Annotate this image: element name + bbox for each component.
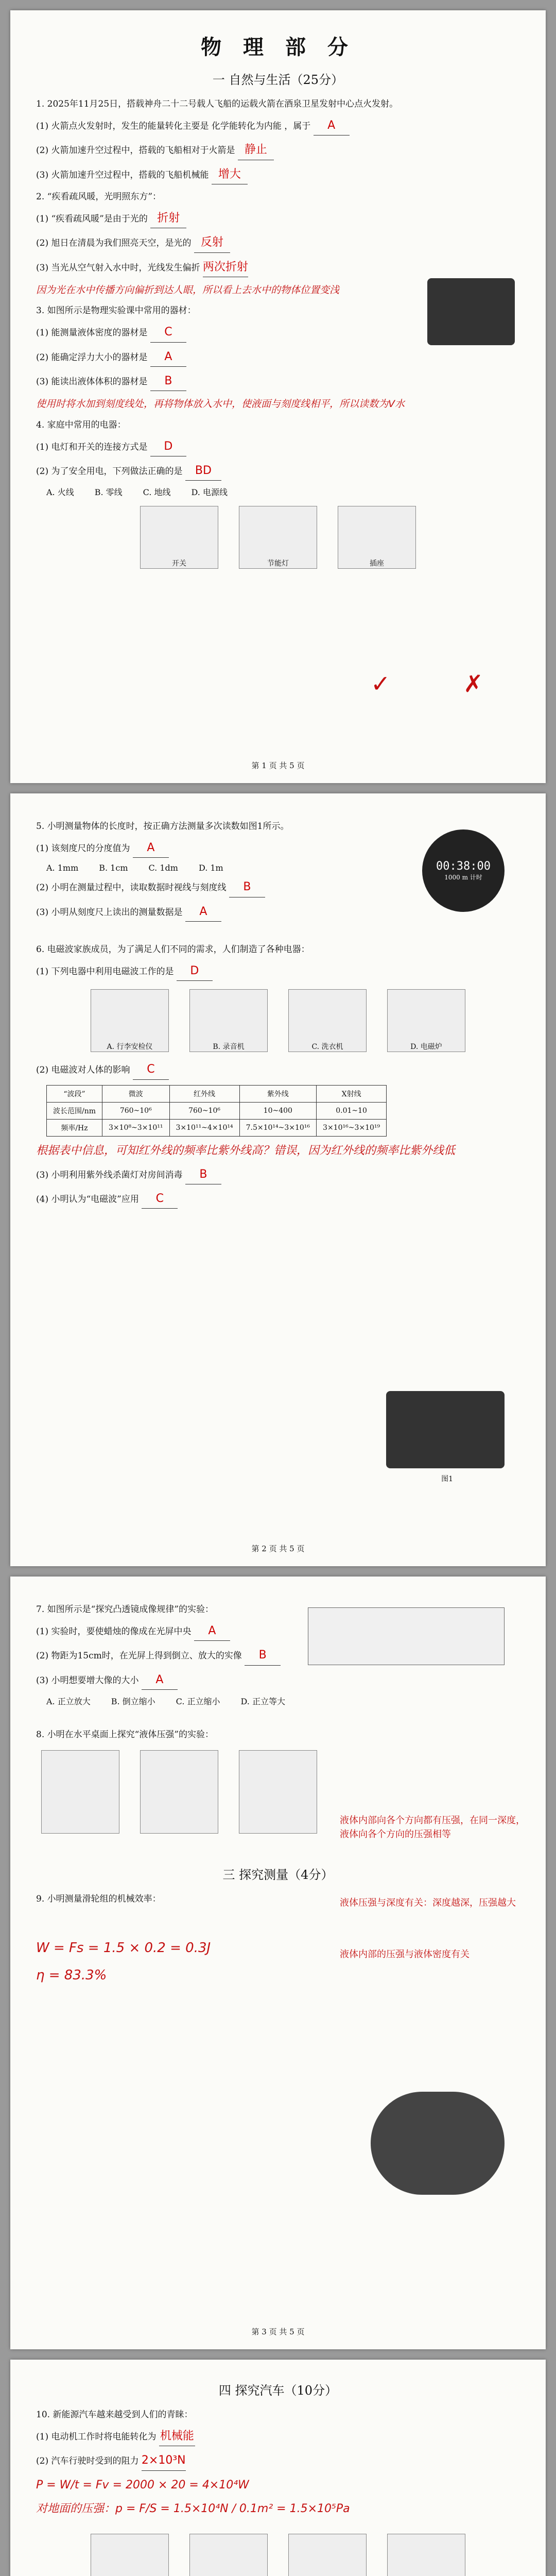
answer-blank: 反射 <box>194 233 230 252</box>
figure-socket: 插座 <box>338 506 416 569</box>
answer-blank: A <box>185 903 221 922</box>
option: C. 1dm <box>148 863 178 873</box>
answer-blank: A <box>194 1622 230 1641</box>
option: B. 零线 <box>94 487 123 498</box>
option: C. 正立缩小 <box>176 1696 220 1706</box>
question-text: (2) 电磁波对人体的影响 <box>36 1065 130 1076</box>
option-list <box>46 1695 510 1707</box>
question-text: (2) 为了安全用电，下列做法正确的是 <box>36 466 183 477</box>
answer-blank: 两次折射 <box>203 258 248 277</box>
question-text: (3) 小明利用紫外线杀菌灯对房间消毒 <box>36 1170 183 1180</box>
answer-blank: A <box>133 839 169 858</box>
question-text: (2) 火箭加速升空过程中，搭载的飞船相对于火箭是 <box>36 145 235 156</box>
handwritten-note: 液体内部向各个方向都有压强，在同一深度，液体向各个方向的压强相等 <box>340 1815 525 1840</box>
question-6b <box>36 1060 520 1079</box>
handwritten-note: 根据表中信息，可知红外线的频率比紫外线高？错误，因为红外线的频率比紫外线低 <box>36 1144 456 1157</box>
question-1a <box>36 116 520 135</box>
table-cell: 10~400 <box>239 1102 316 1119</box>
question-4: 4. 家庭中常用的电器： <box>36 419 126 430</box>
device-washer: C. 洗衣机 <box>288 989 367 1052</box>
question-2a <box>36 209 520 228</box>
beaker-figure <box>140 1750 218 1834</box>
question-1c <box>36 165 520 184</box>
question-6c <box>36 1165 520 1184</box>
photo-image <box>427 278 515 345</box>
table-cell: 波长范围/nm <box>47 1102 102 1119</box>
section-heading: 四 探究汽车（10分） <box>218 2383 338 2398</box>
answer-blank: 静止 <box>238 141 274 160</box>
page-2 <box>10 793 546 1566</box>
figure-row <box>10 2534 546 2576</box>
answer-blank: B <box>185 1165 221 1184</box>
answer-blank: A <box>142 1671 178 1690</box>
coil-figure <box>288 2534 367 2576</box>
question-7: 7. 如图所示是“探究凸透镜成像规律”的实验： <box>36 1604 214 1615</box>
handwritten-answer: η = 83.3% <box>36 1967 107 1983</box>
answer-blank: B <box>229 878 265 897</box>
table-cell: 频率/Hz <box>47 1119 102 1136</box>
answer-blank: C <box>133 1060 169 1079</box>
answer-blank: B <box>150 372 186 391</box>
question-text: (2) 旭日在清晨为我们照亮天空，是光的 <box>36 238 192 249</box>
question-6d <box>36 1190 520 1209</box>
spectrum-table <box>46 1085 387 1137</box>
answer-blank: 2×10³N <box>142 2451 186 2470</box>
option: D. 正立等大 <box>240 1696 285 1706</box>
handwritten-note: 液体压强与深度有关：深度越深，压强越大 <box>340 1897 516 1908</box>
question-5: 5. 小明测量物体的长度时，按正确方法测量多次读数如图1所示。 <box>36 821 289 832</box>
option: C. 地线 <box>143 487 171 498</box>
question-2c <box>36 258 520 277</box>
question-3: 3. 如图所示是物理实验课中常用的器材： <box>36 306 196 316</box>
ship-photo <box>386 1391 505 1468</box>
table-cell: 3×10¹¹~4×10¹⁴ <box>169 1119 239 1136</box>
table-cell: 3×10⁸~3×10¹¹ <box>102 1119 169 1136</box>
page-footer: 第 1 页 共 5 页 <box>251 761 305 770</box>
option: B. 倒立缩小 <box>111 1696 155 1706</box>
question-text: (3) 小明想要增大像的大小 <box>36 1675 139 1686</box>
question-1: 1. 2025年11月25日，搭载神舟二十二号载人飞船的运载火箭在酒泉卫星发射中心点火发射。 <box>36 99 398 109</box>
answer-blank: C <box>142 1190 178 1209</box>
stopwatch-time: 00:38:00 <box>436 860 491 873</box>
page-3 <box>10 1577 546 2349</box>
answer-blank: B <box>245 1646 281 1665</box>
question-2b <box>36 233 520 252</box>
option: A. 1mm <box>46 863 79 873</box>
question-3b <box>36 348 520 367</box>
table-cell: 760~10⁶ <box>102 1102 169 1119</box>
device-luggage-scanner: A. 行李安检仪 <box>91 989 169 1052</box>
table-cell: 紫外线 <box>239 1085 316 1102</box>
question-6a <box>36 962 520 981</box>
question-text: (1) 电动机工作时将电能转化为 <box>36 2432 157 2443</box>
question-text: (4) 小明认为“电磁波”应用 <box>36 1194 139 1205</box>
page-footer: 第 3 页 共 5 页 <box>251 2327 305 2336</box>
check-mark: ✓ <box>371 670 391 698</box>
handwritten-note: 因为光在水中传播方向偏折到达人眼，所以看上去水中的物体位置变浅 <box>36 284 340 296</box>
question-text: (2) 小明在测量过程中，读取数据时视线与刻度线 <box>36 883 227 893</box>
question-text: (3) 能读出液体体积的器材是 <box>36 376 148 387</box>
question-text: (1) “疾看疏风暖”是由于光的 <box>36 213 148 224</box>
option: B. 1cm <box>99 863 128 873</box>
question-1b <box>36 141 520 160</box>
question-text: (1) 能测量液体密度的器材是 <box>36 328 148 338</box>
answer-blank: C <box>150 323 186 342</box>
handwritten-note: 液体内部的压强与液体密度有关 <box>340 1949 470 1960</box>
figure-switch: 开关 <box>140 506 218 569</box>
answer-blank: BD <box>185 462 221 481</box>
question-text: (1) 实验时，要使蜡烛的像成在光屏中央 <box>36 1626 192 1637</box>
question-text: (3) 小明从刻度尺上读出的测量数据是 <box>36 907 183 918</box>
question-7c <box>36 1671 520 1690</box>
page-1 <box>10 10 546 783</box>
table-cell: 0.01~10 <box>317 1102 387 1119</box>
handwritten-calc: 对地面的压强：p = F/S = 1.5×10⁴N / 0.1m² = 1.5×10⁵Pa <box>36 2502 350 2515</box>
question-text: (1) 火箭点火发射时，发生的能量转化主要是 化学能转化为内能 ，属于 <box>36 121 311 132</box>
answer-blank: 机械能 <box>159 2427 195 2446</box>
question-9: 9. 小明测量滑轮组的机械效率： <box>36 1893 161 1904</box>
coil-figure <box>387 2534 465 2576</box>
handwritten-note: 使用时将水加到刻度线处，再将物体放入水中，使液面与刻度线相平，所以读数为V水 <box>36 398 405 410</box>
device-recorder: B. 录音机 <box>189 989 268 1052</box>
table-cell: “波段” <box>47 1085 102 1102</box>
question-3c <box>36 372 520 391</box>
question-10b <box>36 2451 520 2470</box>
answer-blank: D <box>177 962 213 981</box>
question-text: (3) 火箭加速升空过程中，搭载的飞船机械能 <box>36 170 209 180</box>
question-text: (2) 能确定浮力大小的器材是 <box>36 352 148 363</box>
coil-figure <box>189 2534 268 2576</box>
question-text: (1) 该刻度尺的分度值为 <box>36 843 130 854</box>
question-text: (3) 当光从空气射入水中时，光线发生偏折 <box>36 262 200 273</box>
question-8: 8. 小明在水平桌面上探究“液体压强”的实验： <box>36 1729 214 1740</box>
table-cell: 3×10¹⁶~3×10¹⁹ <box>317 1119 387 1136</box>
page-footer: 第 2 页 共 5 页 <box>251 1544 305 1553</box>
option: A. 正立放大 <box>46 1696 91 1706</box>
lens-bench-figure <box>308 1607 505 1665</box>
question-10: 10. 新能源汽车越来越受到人们的青睐： <box>36 2410 193 2420</box>
option-list <box>46 486 510 498</box>
section-heading: 一 自然与生活（25分） <box>212 73 344 87</box>
beaker-figure <box>239 1750 317 1834</box>
device-cooker: D. 电磁炉 <box>387 989 465 1052</box>
figure-lamp: 节能灯 <box>239 506 317 569</box>
answer-blank: 增大 <box>212 165 248 184</box>
beaker-figure <box>41 1750 119 1834</box>
stopwatch-figure <box>422 829 505 912</box>
question-4a <box>36 437 520 456</box>
cross-mark: ✗ <box>463 670 483 698</box>
answer-blank: A <box>150 348 186 367</box>
handwritten-calc: W = Fs = 1.5 × 0.2 = 0.3J <box>36 1940 211 1956</box>
pie-dial-figure <box>371 2092 505 2195</box>
stopwatch-label: 1000 m 计时 <box>444 874 482 881</box>
answer-blank: 折射 <box>150 209 186 228</box>
question-4b <box>36 462 520 481</box>
page-4 <box>10 2360 546 2576</box>
handwritten-calc: P = W/t = Fv = 2000 × 20 = 4×10⁴W <box>36 2478 249 2492</box>
question-text: (2) 汽车行驶时受到的阻力 <box>36 2456 139 2467</box>
table-cell: 760~10⁶ <box>169 1102 239 1119</box>
question-text: (1) 电灯和开关的连接方式是 <box>36 442 148 452</box>
table-cell: 7.5×10¹⁴~3×10¹⁶ <box>239 1119 316 1136</box>
option: D. 1m <box>198 863 223 873</box>
answer-blank: A <box>314 116 350 135</box>
figure-caption: 图1 <box>441 1475 453 1483</box>
question-10a <box>36 2427 520 2446</box>
question-text: (1) 下列电器中利用电磁波工作的是 <box>36 966 174 977</box>
page-title: 物 理 部 分 <box>201 35 355 59</box>
table-cell: 微波 <box>102 1085 169 1102</box>
figure-row <box>10 989 546 1052</box>
figure-row <box>10 506 546 569</box>
question-2: 2. “疾看疏风暖，光明照东方”： <box>36 191 162 202</box>
coil-figure <box>91 2534 169 2576</box>
answer-blank: D <box>150 437 186 456</box>
option: A. 火线 <box>46 487 74 498</box>
question-text: (2) 物距为15cm时，在光屏上得到倒立、放大的实像 <box>36 1651 242 1662</box>
table-cell: 红外线 <box>169 1085 239 1102</box>
table-cell: X射线 <box>317 1085 387 1102</box>
section-heading: 三 探究测量（4分） <box>222 1867 334 1882</box>
option: D. 电源线 <box>191 487 228 498</box>
question-6: 6. 电磁波家族成员，为了满足人们不同的需求，人们制造了各种电器： <box>36 944 310 955</box>
